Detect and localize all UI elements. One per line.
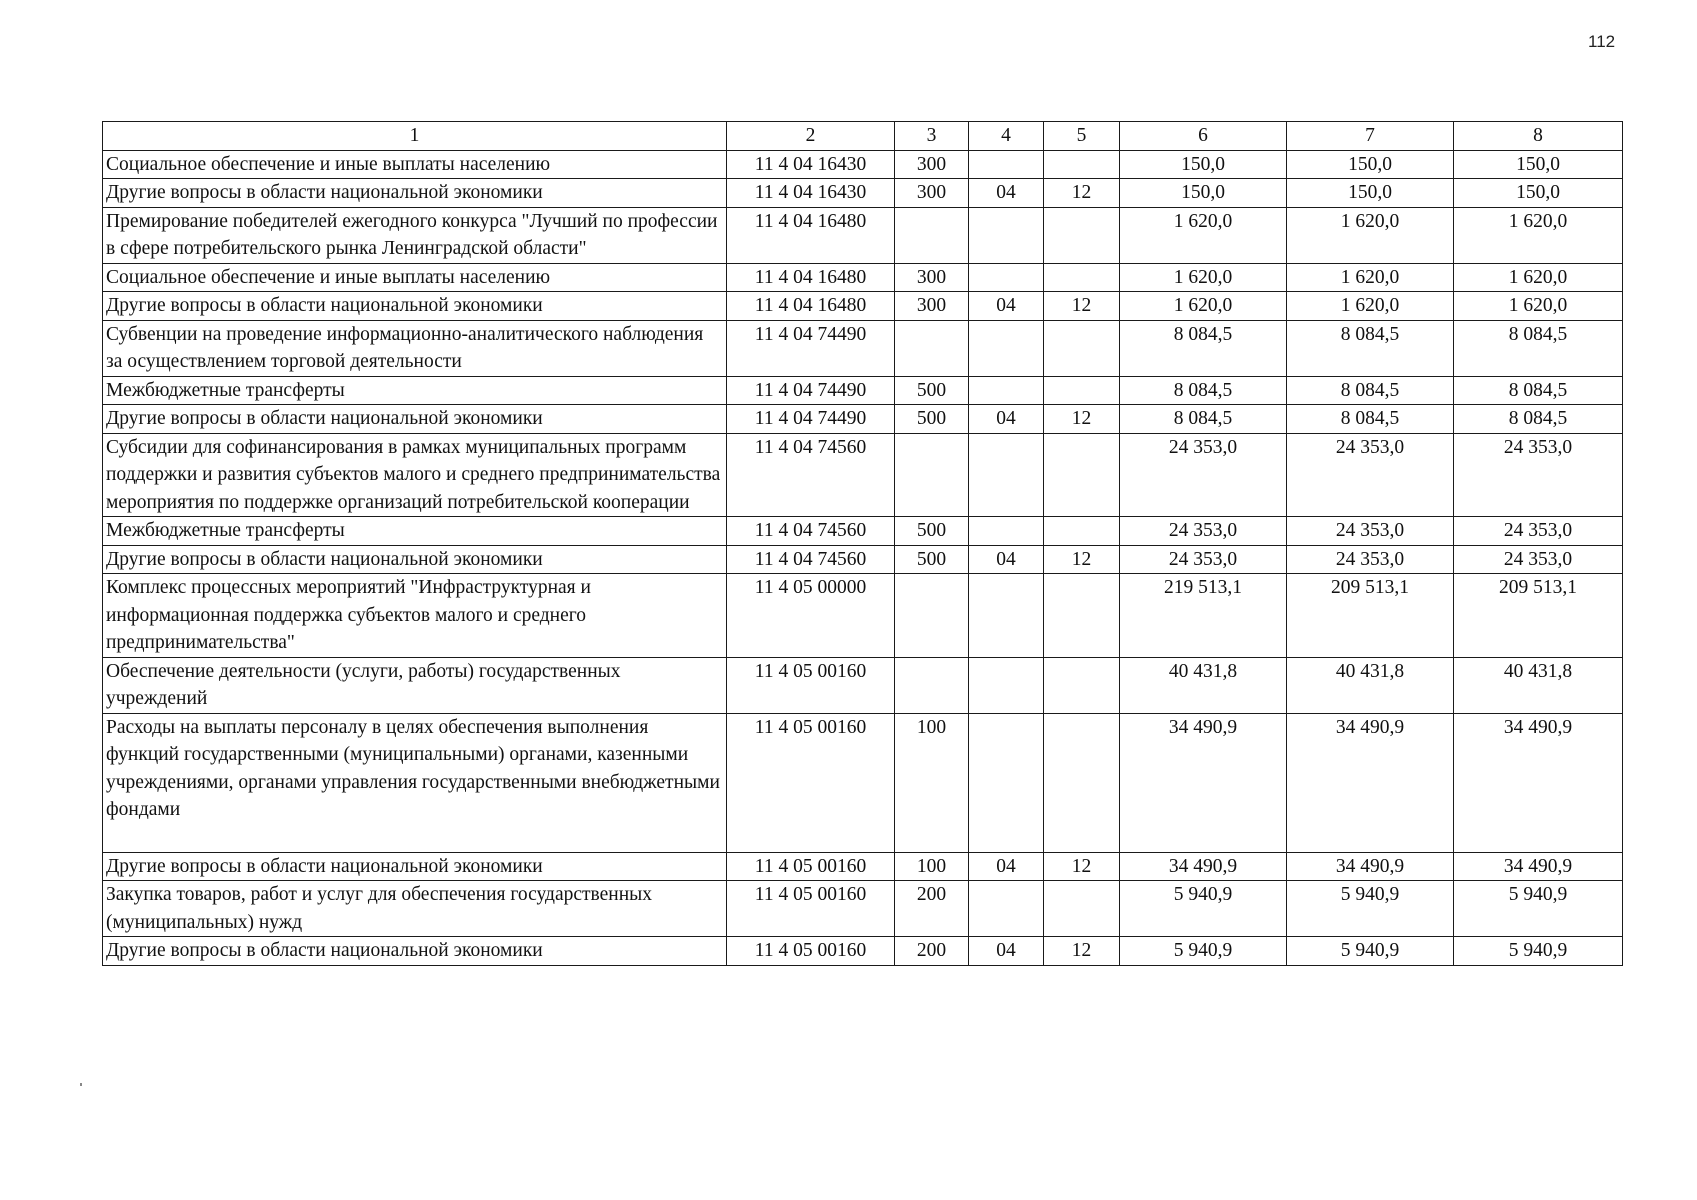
- amount-col6-cell: 8 084,5: [1120, 405, 1287, 434]
- subsection-cell: 12: [1044, 405, 1120, 434]
- expense-type-cell: 300: [895, 292, 969, 321]
- table-row: [103, 881, 1623, 937]
- amount-col6-cell: 1 620,0: [1120, 207, 1287, 263]
- budget-table: [102, 121, 1623, 966]
- table-row: [103, 433, 1623, 517]
- amount-col8-cell: 150,0: [1454, 150, 1623, 179]
- expense-type-cell: [895, 433, 969, 517]
- item-name-cell: Субвенции на проведение информационно-аналитического наблюдения за осуществлением торговой деятельности: [103, 320, 727, 376]
- amount-col8-cell: 24 353,0: [1454, 433, 1623, 517]
- table-row: [103, 657, 1623, 713]
- amount-col6-cell: 40 431,8: [1120, 657, 1287, 713]
- amount-col6-cell: 8 084,5: [1120, 376, 1287, 405]
- amount-col8-cell: 5 940,9: [1454, 881, 1623, 937]
- amount-col6-cell: 5 940,9: [1120, 937, 1287, 966]
- header-row: [103, 122, 1623, 151]
- amount-col7-cell: 5 940,9: [1287, 937, 1454, 966]
- amount-col6-cell: 24 353,0: [1120, 545, 1287, 574]
- section-cell: [969, 574, 1044, 658]
- amount-col7-cell: 8 084,5: [1287, 405, 1454, 434]
- section-cell: [969, 517, 1044, 546]
- table-row: [103, 320, 1623, 376]
- table-row: [103, 292, 1623, 321]
- expense-type-cell: [895, 320, 969, 376]
- subsection-cell: 12: [1044, 852, 1120, 881]
- expense-type-cell: 300: [895, 179, 969, 208]
- amount-col8-cell: 8 084,5: [1454, 376, 1623, 405]
- amount-col7-cell: 24 353,0: [1287, 433, 1454, 517]
- expense-type-cell: 300: [895, 150, 969, 179]
- amount-col7-cell: 8 084,5: [1287, 320, 1454, 376]
- item-name-cell: Межбюджетные трансферты: [103, 517, 727, 546]
- item-name-cell: Расходы на выплаты персоналу в целях обеспечения выполнения функций государственными (муниципальными) органами, казенными учреждениями, органами управления государственными внебюджетными фондами: [103, 713, 727, 852]
- expense-type-cell: 500: [895, 545, 969, 574]
- section-cell: 04: [969, 545, 1044, 574]
- section-cell: [969, 150, 1044, 179]
- expense-type-cell: [895, 207, 969, 263]
- amount-col7-cell: 1 620,0: [1287, 292, 1454, 321]
- subsection-cell: [1044, 574, 1120, 658]
- amount-col8-cell: 1 620,0: [1454, 292, 1623, 321]
- amount-col8-cell: 5 940,9: [1454, 937, 1623, 966]
- column-header: 7: [1287, 122, 1454, 151]
- amount-col7-cell: 8 084,5: [1287, 376, 1454, 405]
- item-name-cell: Другие вопросы в области национальной экономики: [103, 405, 727, 434]
- table-row: [103, 852, 1623, 881]
- subsection-cell: [1044, 320, 1120, 376]
- amount-col6-cell: 24 353,0: [1120, 433, 1287, 517]
- amount-col8-cell: 1 620,0: [1454, 263, 1623, 292]
- target-code-cell: 11 4 04 74490: [727, 376, 895, 405]
- amount-col8-cell: 8 084,5: [1454, 320, 1623, 376]
- target-code-cell: 11 4 04 74560: [727, 545, 895, 574]
- table-row: [103, 207, 1623, 263]
- amount-col6-cell: 34 490,9: [1120, 852, 1287, 881]
- amount-col7-cell: 150,0: [1287, 150, 1454, 179]
- section-cell: [969, 881, 1044, 937]
- target-code-cell: 11 4 04 16430: [727, 150, 895, 179]
- amount-col8-cell: 34 490,9: [1454, 852, 1623, 881]
- target-code-cell: 11 4 05 00160: [727, 713, 895, 852]
- item-name-cell: Социальное обеспечение и иные выплаты населению: [103, 263, 727, 292]
- subsection-cell: 12: [1044, 292, 1120, 321]
- expense-type-cell: [895, 657, 969, 713]
- column-header: 8: [1454, 122, 1623, 151]
- column-header: 4: [969, 122, 1044, 151]
- item-name-cell: Другие вопросы в области национальной экономики: [103, 852, 727, 881]
- subsection-cell: [1044, 376, 1120, 405]
- section-cell: [969, 657, 1044, 713]
- amount-col8-cell: 34 490,9: [1454, 713, 1623, 852]
- scan-speck: [80, 1083, 82, 1086]
- subsection-cell: [1044, 713, 1120, 852]
- table-row: [103, 179, 1623, 208]
- section-cell: [969, 713, 1044, 852]
- amount-col6-cell: 219 513,1: [1120, 574, 1287, 658]
- amount-col6-cell: 24 353,0: [1120, 517, 1287, 546]
- item-name-cell: Другие вопросы в области национальной экономики: [103, 179, 727, 208]
- table-body: [103, 150, 1623, 965]
- table-row: [103, 937, 1623, 966]
- item-name-cell: Обеспечение деятельности (услуги, работы) государственных учреждений: [103, 657, 727, 713]
- expense-type-cell: 100: [895, 713, 969, 852]
- subsection-cell: [1044, 517, 1120, 546]
- amount-col6-cell: 150,0: [1120, 150, 1287, 179]
- section-cell: [969, 207, 1044, 263]
- amount-col8-cell: 40 431,8: [1454, 657, 1623, 713]
- item-name-cell: Закупка товаров, работ и услуг для обеспечения государственных (муниципальных) нужд: [103, 881, 727, 937]
- table-row: [103, 517, 1623, 546]
- expense-type-cell: 200: [895, 881, 969, 937]
- expense-type-cell: 500: [895, 517, 969, 546]
- target-code-cell: 11 4 04 74490: [727, 320, 895, 376]
- amount-col6-cell: 8 084,5: [1120, 320, 1287, 376]
- column-header: 6: [1120, 122, 1287, 151]
- subsection-cell: 12: [1044, 179, 1120, 208]
- target-code-cell: 11 4 04 16430: [727, 179, 895, 208]
- amount-col6-cell: 34 490,9: [1120, 713, 1287, 852]
- amount-col8-cell: 1 620,0: [1454, 207, 1623, 263]
- item-name-cell: Другие вопросы в области национальной экономики: [103, 545, 727, 574]
- section-cell: [969, 433, 1044, 517]
- expense-type-cell: 200: [895, 937, 969, 966]
- amount-col6-cell: 1 620,0: [1120, 292, 1287, 321]
- target-code-cell: 11 4 04 16480: [727, 263, 895, 292]
- amount-col8-cell: 209 513,1: [1454, 574, 1623, 658]
- section-cell: 04: [969, 405, 1044, 434]
- table-row: [103, 150, 1623, 179]
- subsection-cell: [1044, 207, 1120, 263]
- table-row: [103, 263, 1623, 292]
- table-row: [103, 545, 1623, 574]
- item-name-cell: Межбюджетные трансферты: [103, 376, 727, 405]
- table-row: [103, 574, 1623, 658]
- amount-col7-cell: 40 431,8: [1287, 657, 1454, 713]
- amount-col7-cell: 34 490,9: [1287, 852, 1454, 881]
- target-code-cell: 11 4 04 74490: [727, 405, 895, 434]
- target-code-cell: 11 4 05 00160: [727, 852, 895, 881]
- section-cell: 04: [969, 292, 1044, 321]
- item-name-cell: Комплекс процессных мероприятий "Инфраструктурная и информационная поддержка субъектов малого и среднего предпринимательства": [103, 574, 727, 658]
- amount-col6-cell: 1 620,0: [1120, 263, 1287, 292]
- subsection-cell: 12: [1044, 545, 1120, 574]
- section-cell: 04: [969, 852, 1044, 881]
- subsection-cell: [1044, 263, 1120, 292]
- section-cell: [969, 376, 1044, 405]
- item-name-cell: Социальное обеспечение и иные выплаты населению: [103, 150, 727, 179]
- amount-col8-cell: 8 084,5: [1454, 405, 1623, 434]
- amount-col7-cell: 1 620,0: [1287, 263, 1454, 292]
- amount-col6-cell: 150,0: [1120, 179, 1287, 208]
- item-name-cell: Другие вопросы в области национальной экономики: [103, 292, 727, 321]
- target-code-cell: 11 4 05 00000: [727, 574, 895, 658]
- item-name-cell: Премирование победителей ежегодного конкурса "Лучший по профессии в сфере потребительского рынка Ленинградской области": [103, 207, 727, 263]
- target-code-cell: 11 4 04 74560: [727, 517, 895, 546]
- amount-col7-cell: 209 513,1: [1287, 574, 1454, 658]
- item-name-cell: Субсидии для софинансирования в рамках муниципальных программ поддержки и развития субъектов малого и среднего предпринимательства мероприятия по поддержке организаций потребительской кооперации: [103, 433, 727, 517]
- subsection-cell: [1044, 433, 1120, 517]
- section-cell: 04: [969, 937, 1044, 966]
- expense-type-cell: 300: [895, 263, 969, 292]
- amount-col8-cell: 150,0: [1454, 179, 1623, 208]
- expense-type-cell: 500: [895, 376, 969, 405]
- subsection-cell: [1044, 150, 1120, 179]
- amount-col7-cell: 1 620,0: [1287, 207, 1454, 263]
- amount-col7-cell: 24 353,0: [1287, 517, 1454, 546]
- target-code-cell: 11 4 04 16480: [727, 292, 895, 321]
- column-header: 5: [1044, 122, 1120, 151]
- amount-col7-cell: 150,0: [1287, 179, 1454, 208]
- target-code-cell: 11 4 05 00160: [727, 881, 895, 937]
- item-name-cell: Другие вопросы в области национальной экономики: [103, 937, 727, 966]
- target-code-cell: 11 4 05 00160: [727, 937, 895, 966]
- amount-col6-cell: 5 940,9: [1120, 881, 1287, 937]
- table-header: [103, 122, 1623, 151]
- amount-col7-cell: 24 353,0: [1287, 545, 1454, 574]
- column-header: 1: [103, 122, 727, 151]
- amount-col7-cell: 5 940,9: [1287, 881, 1454, 937]
- section-cell: 04: [969, 179, 1044, 208]
- subsection-cell: [1044, 881, 1120, 937]
- page-number: 112: [1588, 32, 1616, 51]
- section-cell: [969, 263, 1044, 292]
- target-code-cell: 11 4 04 16480: [727, 207, 895, 263]
- table-row: [103, 713, 1623, 852]
- column-header: 3: [895, 122, 969, 151]
- expense-type-cell: [895, 574, 969, 658]
- amount-col7-cell: 34 490,9: [1287, 713, 1454, 852]
- amount-col8-cell: 24 353,0: [1454, 517, 1623, 546]
- amount-col8-cell: 24 353,0: [1454, 545, 1623, 574]
- expense-type-cell: 500: [895, 405, 969, 434]
- column-header: 2: [727, 122, 895, 151]
- subsection-cell: 12: [1044, 937, 1120, 966]
- target-code-cell: 11 4 04 74560: [727, 433, 895, 517]
- budget-table-container: [102, 121, 1622, 966]
- target-code-cell: 11 4 05 00160: [727, 657, 895, 713]
- subsection-cell: [1044, 657, 1120, 713]
- table-row: [103, 376, 1623, 405]
- table-row: [103, 405, 1623, 434]
- expense-type-cell: 100: [895, 852, 969, 881]
- section-cell: [969, 320, 1044, 376]
